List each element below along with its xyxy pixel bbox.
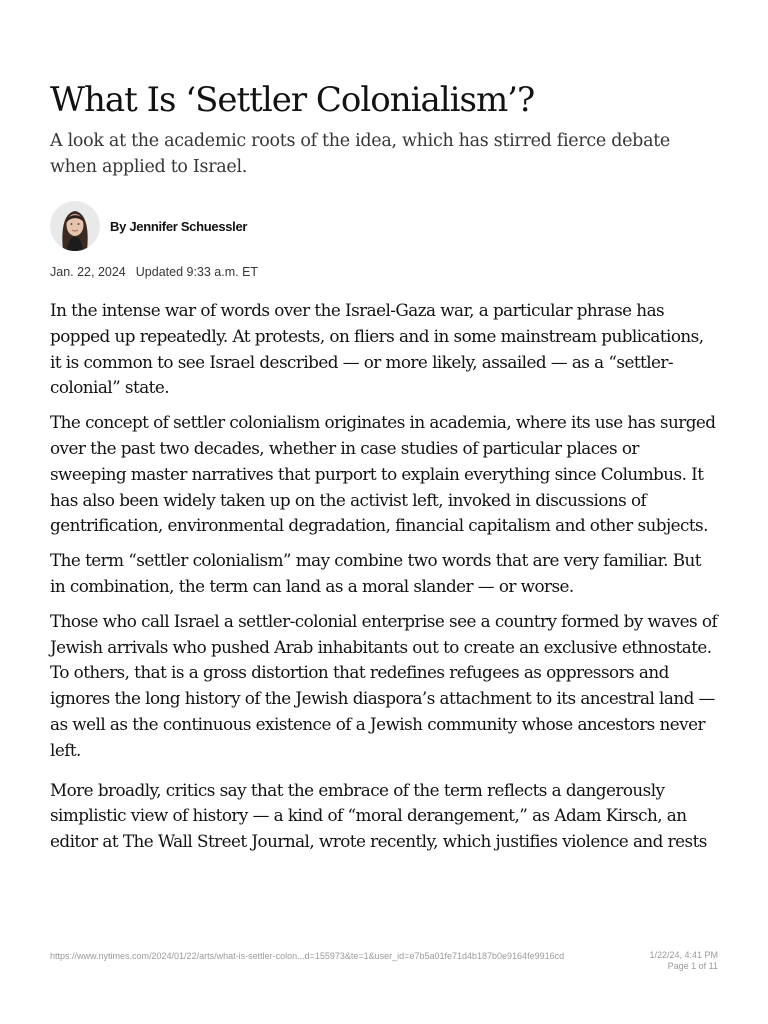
body-paragraph: Those who call Israel a settler-colonial enterprise see a country formed by waves of Jewish arrivals who pushed Arab inhabitants out to create an exclusive ethnostate. To others, that is a gross distortion that redefines refugees as oppressors and ignores the long history of the Jewish diaspora’s attachment to its ancestral land — as well as the continuous existence of a Jewish community whose ancestors never left. xyxy=(50,610,718,760)
print-footer-info xyxy=(649,950,718,972)
author-portrait-icon[interactable] xyxy=(50,201,100,251)
article-headline: What Is ‘Settler Colonialism’? xyxy=(50,80,535,120)
page-number: Page 1 of 11 xyxy=(667,961,718,971)
updated-time: Updated 9:33 a.m. ET xyxy=(135,265,259,279)
body-paragraph: More broadly, critics say that the embrace of the term reflects a dangerously simplistic view of history — a kind of “moral derangement,” as Adam Kirsch, an editor at The Wall Street Journal, wrote recently, which justifies violence and rests xyxy=(50,779,707,852)
print-timestamp: 1/22/24, 4:41 PM xyxy=(649,950,718,960)
article-summary: A look at the academic roots of the idea, which has stirred fierce debate when applied to Israel. xyxy=(50,131,670,177)
body-paragraph: The term “settler colonialism” may combine two words that are very familiar. But in combination, the term can land as a moral slander — or worse. xyxy=(50,550,701,596)
author-name-link[interactable]: By Jennifer Schuessler xyxy=(110,218,248,234)
article-body xyxy=(50,298,718,864)
byline xyxy=(50,200,247,252)
dateline xyxy=(50,264,258,280)
print-footer-url: https://www.nytimes.com/2024/01/22/arts/what-is-settler-colon...d=155973&te=1&user_id=e7b5a01fe71d4b187b0e9164fe9916cd xyxy=(50,951,565,961)
body-paragraph: In the intense war of words over the Israel-Gaza war, a particular phrase has popped up repeatedly. At protests, on fliers and in some mainstream publications, it is common to see Israel described — or more likely, assailed — as a “settler-colonial” state. xyxy=(50,300,704,398)
body-paragraph: The concept of settler colonialism originates in academia, where its use has surged over the past two decades, whether in case studies of particular places or sweeping master narratives that purport to explain everything since Columbus. It has also been widely taken up on the activist left, invoked in discussions of gentrification, environmental degradation, financial capitalism and other subjects. xyxy=(50,412,716,536)
publish-date: Jan. 22, 2024 xyxy=(50,265,126,279)
